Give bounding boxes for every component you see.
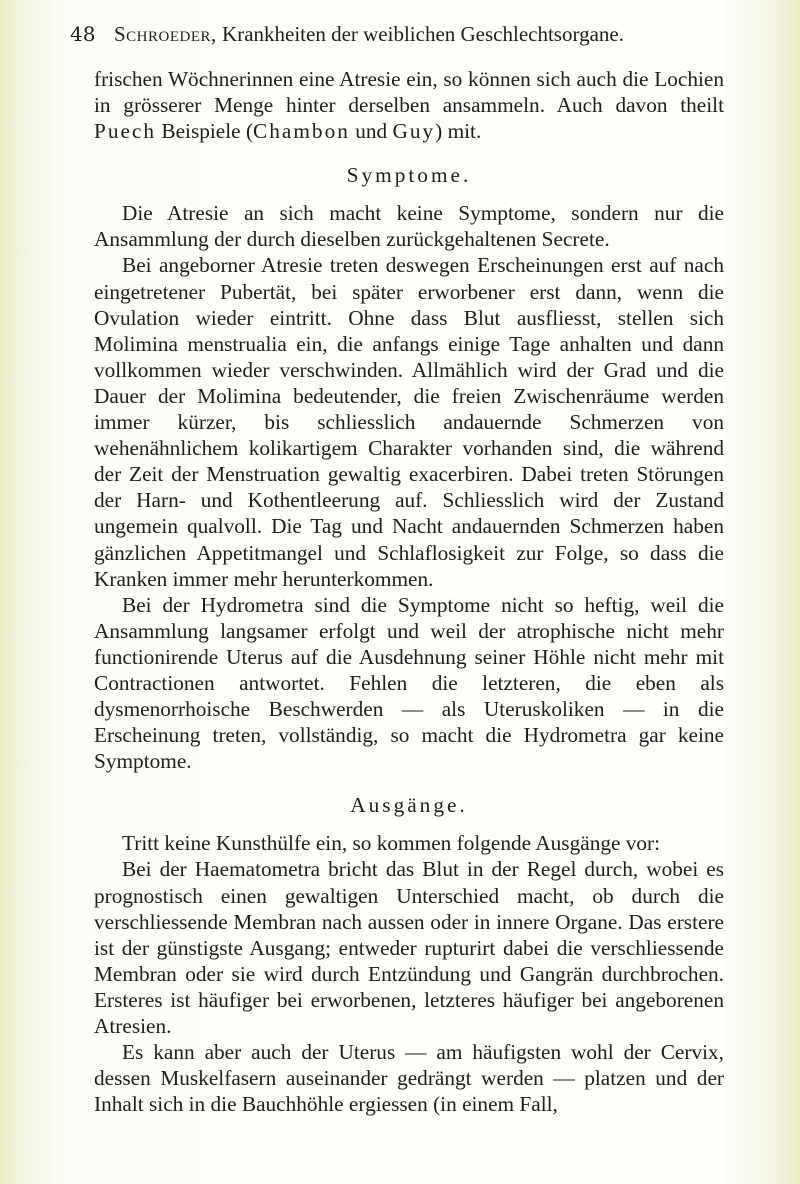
text-run: Beispiele ( (156, 119, 254, 144)
text-run: frischen Wöchnerinnen eine Atresie ein, so können sich auch die Lochien in grösserer Menge hinter derselben ansammeln. Auch davon theilt (94, 67, 724, 118)
page-body (94, 66, 724, 1117)
text-run: ) mit. (435, 119, 482, 144)
paragraph: Bei der Haematometra bricht das Blut in der Regel durch, wobei es prognostisch einen gewaltigen Unterschied macht, ob durch die verschliessende Membran nach aussen oder in innere Organe. Das erstere ist der günstigste Ausgang; entweder rupturirt dabei die verschliessende Membran oder sie wird durch Entzündung und Gangrän durchbrochen. Ersteres ist häufiger bei erworbenen, letzteres häufiger bei angeborenen Atresien. (94, 857, 724, 1038)
section-heading-ausgaenge: Ausgänge. (350, 793, 468, 818)
paragraph: Es kann aber auch der Uterus — am häufigsten wohl der Cervix, dessen Muskelfasern auseinander gedrängt werden — platzen und der Inhalt sich in die Bauchhöhle ergiessen (in einem Fall, (94, 1040, 724, 1117)
paragraph: Bei angeborner Atresie treten deswegen Erscheinungen erst auf nach eingetretener Pubertät, bei später erworbener erst dann, wenn die Ovulation wieder eintritt. Ohne dass Blut ausfliesst, stellen sich Molimina menstrualia ein, die anfangs einige Tage anhalten und dann vollkommen wieder verschwinden. Allmählich wird der Grad und die Dauer der Molimina bedeutender, die freien Zwischenräume werden immer kürzer, bis schliesslich andauernde Schmerzen von wehenähnlichem kolikartigem Charakter vorhanden sind, die während der Zeit der Menstruation gewaltig exacerbiren. Dabei treten Störungen der Harn- und Kothentleerung auf. Schliesslich wird der Zustand ungemein qualvoll. Die Tag und Nacht andauernden Schmerzen haben gänzlichen Appetitmangel und Schlaflosigkeit zur Folge, so dass die Kranken immer mehr herunterkommen. (94, 253, 724, 591)
paragraph-continued (94, 66, 724, 144)
author-name-guy: Guy (392, 119, 436, 144)
section-heading-symptome: Symptome. (346, 163, 472, 188)
header-author: Schroeder, (114, 22, 217, 46)
author-name-puech: Puech (94, 119, 157, 144)
running-title (114, 22, 624, 47)
paragraph: Bei der Hydrometra sind die Symptome nicht so heftig, weil die Ansammlung langsamer erfolgt und weil der atrophische nicht mehr functionirende Uterus auf die Ausdehnung seiner Höhle nicht mehr mit Contractionen antwortet. Fehlen die letzteren, die eben als dysmenorrhoische Beschwerden — als Uteruskoliken — in die Erscheinung treten, vollständig, so macht die Hydrometra gar keine Symptome. (94, 592, 724, 774)
author-name-chambon: Chambon (253, 119, 350, 144)
paragraph: Die Atresie an sich macht keine Symptome, sondern nur die Ansammlung der durch dieselben zurückgehaltenen Secrete. (94, 201, 724, 252)
running-header (70, 22, 710, 52)
paragraph: Tritt keine Kunsthülfe ein, so kommen folgende Ausgänge vor: (122, 831, 661, 856)
page-number: 48 (70, 22, 96, 46)
text-run: und (349, 119, 393, 144)
header-title: Krankheiten der weiblichen Geschlechtsorgane. (222, 22, 624, 46)
